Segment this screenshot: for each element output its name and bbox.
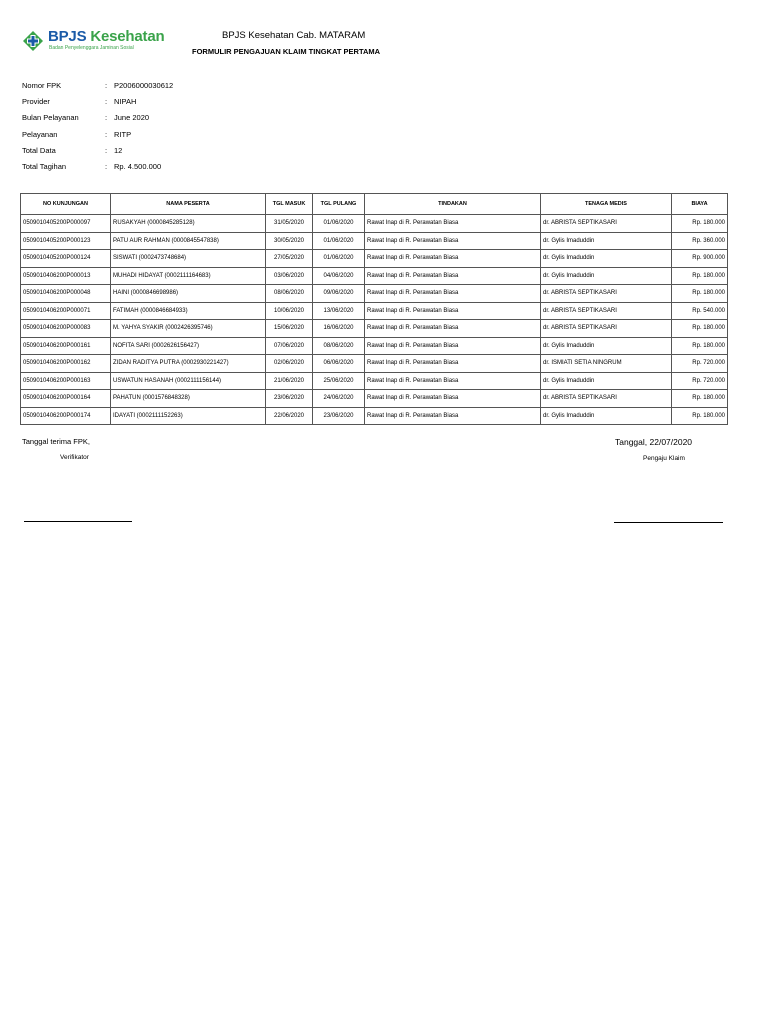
table-row — [21, 355, 728, 373]
table-cell: 0509010406200P000083 — [21, 320, 111, 338]
table-cell: 10/06/2020 — [266, 302, 313, 320]
info-label: Total Data — [22, 145, 56, 155]
table-cell: HAINI (0000846698986) — [111, 285, 266, 303]
table-cell: NOFITA SARI (0002626156427) — [111, 337, 266, 355]
info-label: Provider — [22, 97, 50, 107]
info-label: Total Tagihan — [22, 161, 67, 171]
table-cell: PAHATUN (0001576848328) — [111, 390, 266, 408]
date-label: Tanggal, 22/07/2020 — [615, 437, 693, 447]
table-header-row — [21, 194, 728, 215]
table-row — [21, 232, 728, 250]
table-cell: Rawat Inap di R. Perawatan Biasa — [365, 285, 541, 303]
column-header: NO KUNJUNGAN — [21, 194, 111, 215]
table-cell: 0509010406200P000013 — [21, 267, 111, 285]
info-label: Pelayanan — [22, 129, 58, 139]
table-cell: 0509010406200P000174 — [21, 407, 111, 425]
table-cell: Rawat Inap di R. Perawatan Biasa — [365, 355, 541, 373]
applicant-signature-line — [614, 522, 723, 523]
info-row — [22, 146, 322, 162]
verifier-label: Verifikator — [60, 454, 89, 461]
table-cell: 0509010406200P000164 — [21, 390, 111, 408]
table-cell: dr. ABRISTA SEPTIKASARI — [541, 215, 672, 233]
table-cell: dr. Gylis Imaduddin — [541, 372, 672, 390]
table-cell: IDAYATI (0002111152263) — [111, 407, 266, 425]
table-cell: 01/06/2020 — [313, 250, 365, 268]
logo-tagline: Badan Penyelenggara Jaminan Sosial — [49, 45, 134, 51]
info-value: P2006000030612 — [114, 81, 174, 90]
table-cell: 0509010406200P000071 — [21, 302, 111, 320]
table-cell: Rawat Inap di R. Perawatan Biasa — [365, 337, 541, 355]
table-cell: 16/06/2020 — [313, 320, 365, 338]
form-title: FORMULIR PENGAJUAN KLAIM TINGKAT PERTAMA — [192, 47, 381, 56]
table-cell: 01/06/2020 — [313, 232, 365, 250]
info-value: Rp. 4.500.000 — [114, 161, 162, 171]
table-cell: 15/06/2020 — [266, 320, 313, 338]
table-cell: 0509010406200P000161 — [21, 337, 111, 355]
info-colon: : — [105, 113, 108, 123]
table-cell: dr. Gylis Imaduddin — [541, 407, 672, 425]
table-cell: 06/06/2020 — [313, 355, 365, 373]
received-date-label: Tanggal terima FPK, — [22, 437, 90, 446]
table-cell: Rp. 180.000 — [672, 267, 728, 285]
claim-info — [22, 81, 322, 178]
info-row — [22, 113, 322, 129]
table-cell: 08/06/2020 — [313, 337, 365, 355]
info-value: 12 — [114, 145, 123, 155]
bpjs-logo — [22, 28, 172, 54]
table-cell: Rawat Inap di R. Perawatan Biasa — [365, 232, 541, 250]
table-row — [21, 215, 728, 233]
table-cell: 0509010405200P000123 — [21, 232, 111, 250]
info-row — [22, 97, 322, 113]
info-colon: : — [105, 145, 108, 155]
table-cell: Rawat Inap di R. Perawatan Biasa — [365, 215, 541, 233]
table-cell: Rp. 900.000 — [672, 250, 728, 268]
table-row — [21, 372, 728, 390]
table-cell: 31/05/2020 — [266, 215, 313, 233]
table-cell: Rawat Inap di R. Perawatan Biasa — [365, 372, 541, 390]
table-cell: MUHADI HIDAYAT (0002111164683) — [111, 267, 266, 285]
info-label: Nomor FPK — [22, 81, 62, 90]
info-colon: : — [105, 129, 108, 139]
table-cell: dr. ABRISTA SEPTIKASARI — [541, 320, 672, 338]
logo-brand: BPJS — [48, 28, 87, 45]
table-cell: SISWATI (0002473748684) — [111, 250, 266, 268]
table-cell: dr. ABRISTA SEPTIKASARI — [541, 302, 672, 320]
table-cell: 25/06/2020 — [313, 372, 365, 390]
info-label: Bulan Pelayanan — [22, 113, 79, 123]
table-cell: dr. Gylis Imaduddin — [541, 337, 672, 355]
table-row — [21, 407, 728, 425]
table-cell: M. YAHYA SYAKIR (0002426395746) — [111, 320, 266, 338]
table-cell: dr. ISMIATI SETIA NINGRUM — [541, 355, 672, 373]
info-value: RITP — [114, 129, 132, 139]
table-cell: 09/06/2020 — [313, 285, 365, 303]
table-cell: Rp. 180.000 — [672, 337, 728, 355]
table-cell: 01/06/2020 — [313, 215, 365, 233]
column-header: TGL MASUK — [266, 194, 313, 215]
table-cell: 21/06/2020 — [266, 372, 313, 390]
table-body — [21, 215, 728, 425]
table-cell: Rawat Inap di R. Perawatan Biasa — [365, 320, 541, 338]
table-cell: Rp. 180.000 — [672, 407, 728, 425]
info-row — [22, 162, 322, 178]
table-row — [21, 337, 728, 355]
table-cell: Rawat Inap di R. Perawatan Biasa — [365, 390, 541, 408]
column-header: TINDAKAN — [365, 194, 541, 215]
column-header: NAMA PESERTA — [111, 194, 266, 215]
info-colon: : — [105, 81, 108, 90]
table-cell: 27/05/2020 — [266, 250, 313, 268]
table-cell: Rp. 360.000 — [672, 232, 728, 250]
info-colon: : — [105, 161, 108, 171]
table-cell: Rawat Inap di R. Perawatan Biasa — [365, 302, 541, 320]
column-header: TENAGA MEDIS — [541, 194, 672, 215]
table-cell: dr. ABRISTA SEPTIKASARI — [541, 390, 672, 408]
table-cell: dr. Gylis Imaduddin — [541, 232, 672, 250]
column-header: TGL PULANG — [313, 194, 365, 215]
claims-table — [20, 193, 728, 425]
table-cell: PATU AUR RAHMAN (0000845547838) — [111, 232, 266, 250]
table-cell: dr. ABRISTA SEPTIKASARI — [541, 285, 672, 303]
table-row — [21, 267, 728, 285]
table-cell: Rawat Inap di R. Perawatan Biasa — [365, 267, 541, 285]
info-value: June 2020 — [114, 113, 150, 123]
table-cell: 23/06/2020 — [313, 407, 365, 425]
table-cell: Rp. 180.000 — [672, 320, 728, 338]
table-cell: Rawat Inap di R. Perawatan Biasa — [365, 407, 541, 425]
applicant-label: Pengaju Klaim — [643, 455, 685, 462]
table-row — [21, 390, 728, 408]
table-cell: dr. Gylis Imaduddin — [541, 250, 672, 268]
table-cell: 30/05/2020 — [266, 232, 313, 250]
table-cell: 24/06/2020 — [313, 390, 365, 408]
info-colon: : — [105, 97, 108, 107]
table-cell: 04/06/2020 — [313, 267, 365, 285]
info-row — [22, 81, 322, 97]
table-cell: RUSAKYAH (0000845285128) — [111, 215, 266, 233]
info-row — [22, 130, 322, 146]
table-cell: 08/06/2020 — [266, 285, 313, 303]
table-cell: 07/06/2020 — [266, 337, 313, 355]
branch-name: BPJS Kesehatan Cab. MATARAM — [222, 30, 366, 41]
table-cell: 0509010406200P000162 — [21, 355, 111, 373]
table-cell: Rp. 180.000 — [672, 215, 728, 233]
table-cell: Rawat Inap di R. Perawatan Biasa — [365, 250, 541, 268]
table-cell: 0509010405200P000124 — [21, 250, 111, 268]
table-cell: ZIDAN RADITYA PUTRA (0002930221427) — [111, 355, 266, 373]
table-row — [21, 302, 728, 320]
table-cell: Rp. 540.000 — [672, 302, 728, 320]
logo-brand-accent: Kesehatan — [90, 28, 165, 45]
table-cell: 0509010406200P000163 — [21, 372, 111, 390]
table-cell: 22/06/2020 — [266, 407, 313, 425]
table-cell: 23/06/2020 — [266, 390, 313, 408]
table-cell: Rp. 720.000 — [672, 355, 728, 373]
table-cell: dr. Gylis Imaduddin — [541, 267, 672, 285]
verifier-signature-line — [24, 521, 132, 522]
table-cell: 0509010405200P000097 — [21, 215, 111, 233]
bpjs-logo-icon — [22, 30, 44, 52]
table-cell: FATIMAH (0000846684933) — [111, 302, 266, 320]
table-row — [21, 285, 728, 303]
table-cell: 02/06/2020 — [266, 355, 313, 373]
table-cell: 13/06/2020 — [313, 302, 365, 320]
column-header: BIAYA — [672, 194, 728, 215]
table-cell: 0509010406200P000048 — [21, 285, 111, 303]
table-row — [21, 320, 728, 338]
logo-wordmark — [48, 28, 164, 45]
table-cell: Rp. 180.000 — [672, 285, 728, 303]
table-cell: USWATUN HASANAH (0002111156144) — [111, 372, 266, 390]
table-cell: Rp. 720.000 — [672, 372, 728, 390]
table-cell: Rp. 180.000 — [672, 390, 728, 408]
table-cell: 03/06/2020 — [266, 267, 313, 285]
info-value: NIPAH — [114, 97, 137, 107]
table-row — [21, 250, 728, 268]
